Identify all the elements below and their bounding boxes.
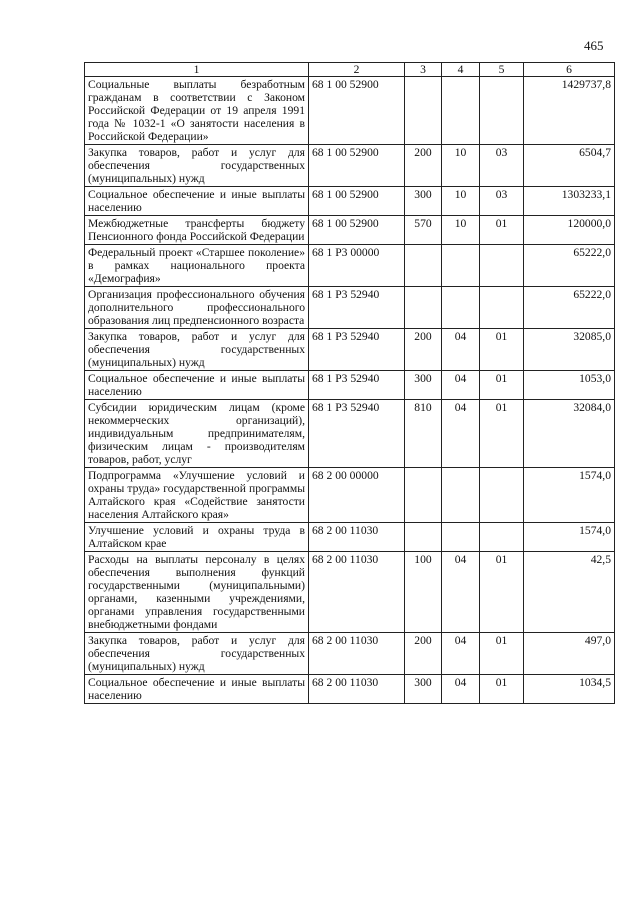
section-cell: 04 xyxy=(442,400,480,468)
amount-cell: 1429737,8 xyxy=(524,77,615,145)
section-cell xyxy=(442,287,480,329)
amount-cell: 32084,0 xyxy=(524,400,615,468)
expense-type-cell xyxy=(405,287,442,329)
table-row xyxy=(85,216,615,245)
target-article-cell: 68 2 00 00000 xyxy=(309,468,405,523)
target-article-cell: 68 1 00 52900 xyxy=(309,77,405,145)
expense-type-cell: 200 xyxy=(405,633,442,675)
expense-name-cell: Закупка товаров, работ и услуг для обеспечения государственных (муниципальных) нужд xyxy=(85,329,309,371)
amount-cell: 1574,0 xyxy=(524,523,615,552)
header-cell: 3 xyxy=(405,63,442,77)
expense-name-cell: Расходы на выплаты персоналу в целях обеспечения выполнения функций государственными (муниципальными) органами, казенными учреждениями, органами управления государственными внебюджетными фондами xyxy=(85,552,309,633)
expense-name-cell: Закупка товаров, работ и услуг для обеспечения государственных (муниципальных) нужд xyxy=(85,145,309,187)
table-row xyxy=(85,287,615,329)
section-cell: 04 xyxy=(442,675,480,704)
amount-cell: 65222,0 xyxy=(524,245,615,287)
amount-cell: 120000,0 xyxy=(524,216,615,245)
expense-name-cell: Федеральный проект «Старшее поколение» в рамках национального проекта «Демография» xyxy=(85,245,309,287)
amount-cell: 1034,5 xyxy=(524,675,615,704)
subsection-cell: 01 xyxy=(480,633,524,675)
expense-type-cell xyxy=(405,468,442,523)
expense-name-cell: Улучшение условий и охраны труда в Алтайском крае xyxy=(85,523,309,552)
subsection-cell xyxy=(480,468,524,523)
section-cell xyxy=(442,523,480,552)
target-article-cell: 68 1 P3 00000 xyxy=(309,245,405,287)
target-article-cell: 68 2 00 11030 xyxy=(309,523,405,552)
target-article-cell: 68 1 P3 52940 xyxy=(309,371,405,400)
table-row xyxy=(85,633,615,675)
header-cell: 6 xyxy=(524,63,615,77)
expense-type-cell: 100 xyxy=(405,552,442,633)
amount-cell: 1053,0 xyxy=(524,371,615,400)
expense-type-cell: 200 xyxy=(405,329,442,371)
target-article-cell: 68 1 P3 52940 xyxy=(309,287,405,329)
amount-cell: 1574,0 xyxy=(524,468,615,523)
section-cell xyxy=(442,468,480,523)
header-cell: 4 xyxy=(442,63,480,77)
table-row xyxy=(85,552,615,633)
expense-type-cell: 810 xyxy=(405,400,442,468)
amount-cell: 42,5 xyxy=(524,552,615,633)
expense-type-cell: 570 xyxy=(405,216,442,245)
subsection-cell: 01 xyxy=(480,675,524,704)
amount-cell: 32085,0 xyxy=(524,329,615,371)
table-row xyxy=(85,245,615,287)
amount-cell: 65222,0 xyxy=(524,287,615,329)
subsection-cell: 01 xyxy=(480,216,524,245)
table-row xyxy=(85,77,615,145)
expense-type-cell xyxy=(405,245,442,287)
table-row xyxy=(85,145,615,187)
target-article-cell: 68 1 00 52900 xyxy=(309,145,405,187)
header-cell: 5 xyxy=(480,63,524,77)
target-article-cell: 68 2 00 11030 xyxy=(309,552,405,633)
subsection-cell: 01 xyxy=(480,552,524,633)
expense-type-cell: 300 xyxy=(405,371,442,400)
target-article-cell: 68 1 P3 52940 xyxy=(309,400,405,468)
amount-cell: 1303233,1 xyxy=(524,187,615,216)
section-cell: 10 xyxy=(442,216,480,245)
expense-name-cell: Закупка товаров, работ и услуг для обеспечения государственных (муниципальных) нужд xyxy=(85,633,309,675)
expense-type-cell: 300 xyxy=(405,187,442,216)
section-cell: 10 xyxy=(442,145,480,187)
subsection-cell: 01 xyxy=(480,329,524,371)
expense-name-cell: Социальные выплаты безработным гражданам в соответствии с Законом Российской Федерации от 19 апреля 1991 года № 1032-1 «О занятости населения в Российской Федерации» xyxy=(85,77,309,145)
expense-name-cell: Социальное обеспечение и иные выплаты населению xyxy=(85,675,309,704)
expense-name-cell: Подпрограмма «Улучшение условий и охраны труда» государственной программы Алтайского края «Содействие занятости населения Алтайского края» xyxy=(85,468,309,523)
expense-name-cell: Организация профессионального обучения дополнительного профессионального образования лиц предпенсионного возраста xyxy=(85,287,309,329)
expense-name-cell: Межбюджетные трансферты бюджету Пенсионного фонда Российской Федерации xyxy=(85,216,309,245)
table-row xyxy=(85,675,615,704)
header-cell: 1 xyxy=(85,63,309,77)
table-row xyxy=(85,468,615,523)
table-row xyxy=(85,371,615,400)
expense-name-cell: Социальное обеспечение и иные выплаты населению xyxy=(85,187,309,216)
target-article-cell: 68 1 00 52900 xyxy=(309,216,405,245)
amount-cell: 497,0 xyxy=(524,633,615,675)
section-cell xyxy=(442,77,480,145)
expense-name-cell: Субсидии юридическим лицам (кроме некоммерческих организаций), индивидуальным предпринимателям, физическим лицам - производителям товаров, работ, услуг xyxy=(85,400,309,468)
amount-cell: 6504,7 xyxy=(524,145,615,187)
subsection-cell xyxy=(480,245,524,287)
table-row xyxy=(85,523,615,552)
subsection-cell xyxy=(480,523,524,552)
expense-type-cell xyxy=(405,523,442,552)
subsection-cell: 01 xyxy=(480,400,524,468)
subsection-cell xyxy=(480,287,524,329)
section-cell: 04 xyxy=(442,329,480,371)
target-article-cell: 68 2 00 11030 xyxy=(309,633,405,675)
subsection-cell: 01 xyxy=(480,371,524,400)
header-cell: 2 xyxy=(309,63,405,77)
page-number: 465 xyxy=(584,38,604,53)
table-row xyxy=(85,329,615,371)
expense-type-cell: 200 xyxy=(405,145,442,187)
expense-name-cell: Социальное обеспечение и иные выплаты населению xyxy=(85,371,309,400)
target-article-cell: 68 2 00 11030 xyxy=(309,675,405,704)
subsection-cell: 03 xyxy=(480,145,524,187)
target-article-cell: 68 1 00 52900 xyxy=(309,187,405,216)
section-cell: 10 xyxy=(442,187,480,216)
subsection-cell: 03 xyxy=(480,187,524,216)
expense-type-cell: 300 xyxy=(405,675,442,704)
header-row xyxy=(85,63,615,77)
section-cell: 04 xyxy=(442,371,480,400)
section-cell xyxy=(442,245,480,287)
section-cell: 04 xyxy=(442,552,480,633)
expense-type-cell xyxy=(405,77,442,145)
table-row xyxy=(85,187,615,216)
subsection-cell xyxy=(480,77,524,145)
section-cell: 04 xyxy=(442,633,480,675)
table-row xyxy=(85,400,615,468)
budget-table xyxy=(84,62,615,704)
target-article-cell: 68 1 P3 52940 xyxy=(309,329,405,371)
